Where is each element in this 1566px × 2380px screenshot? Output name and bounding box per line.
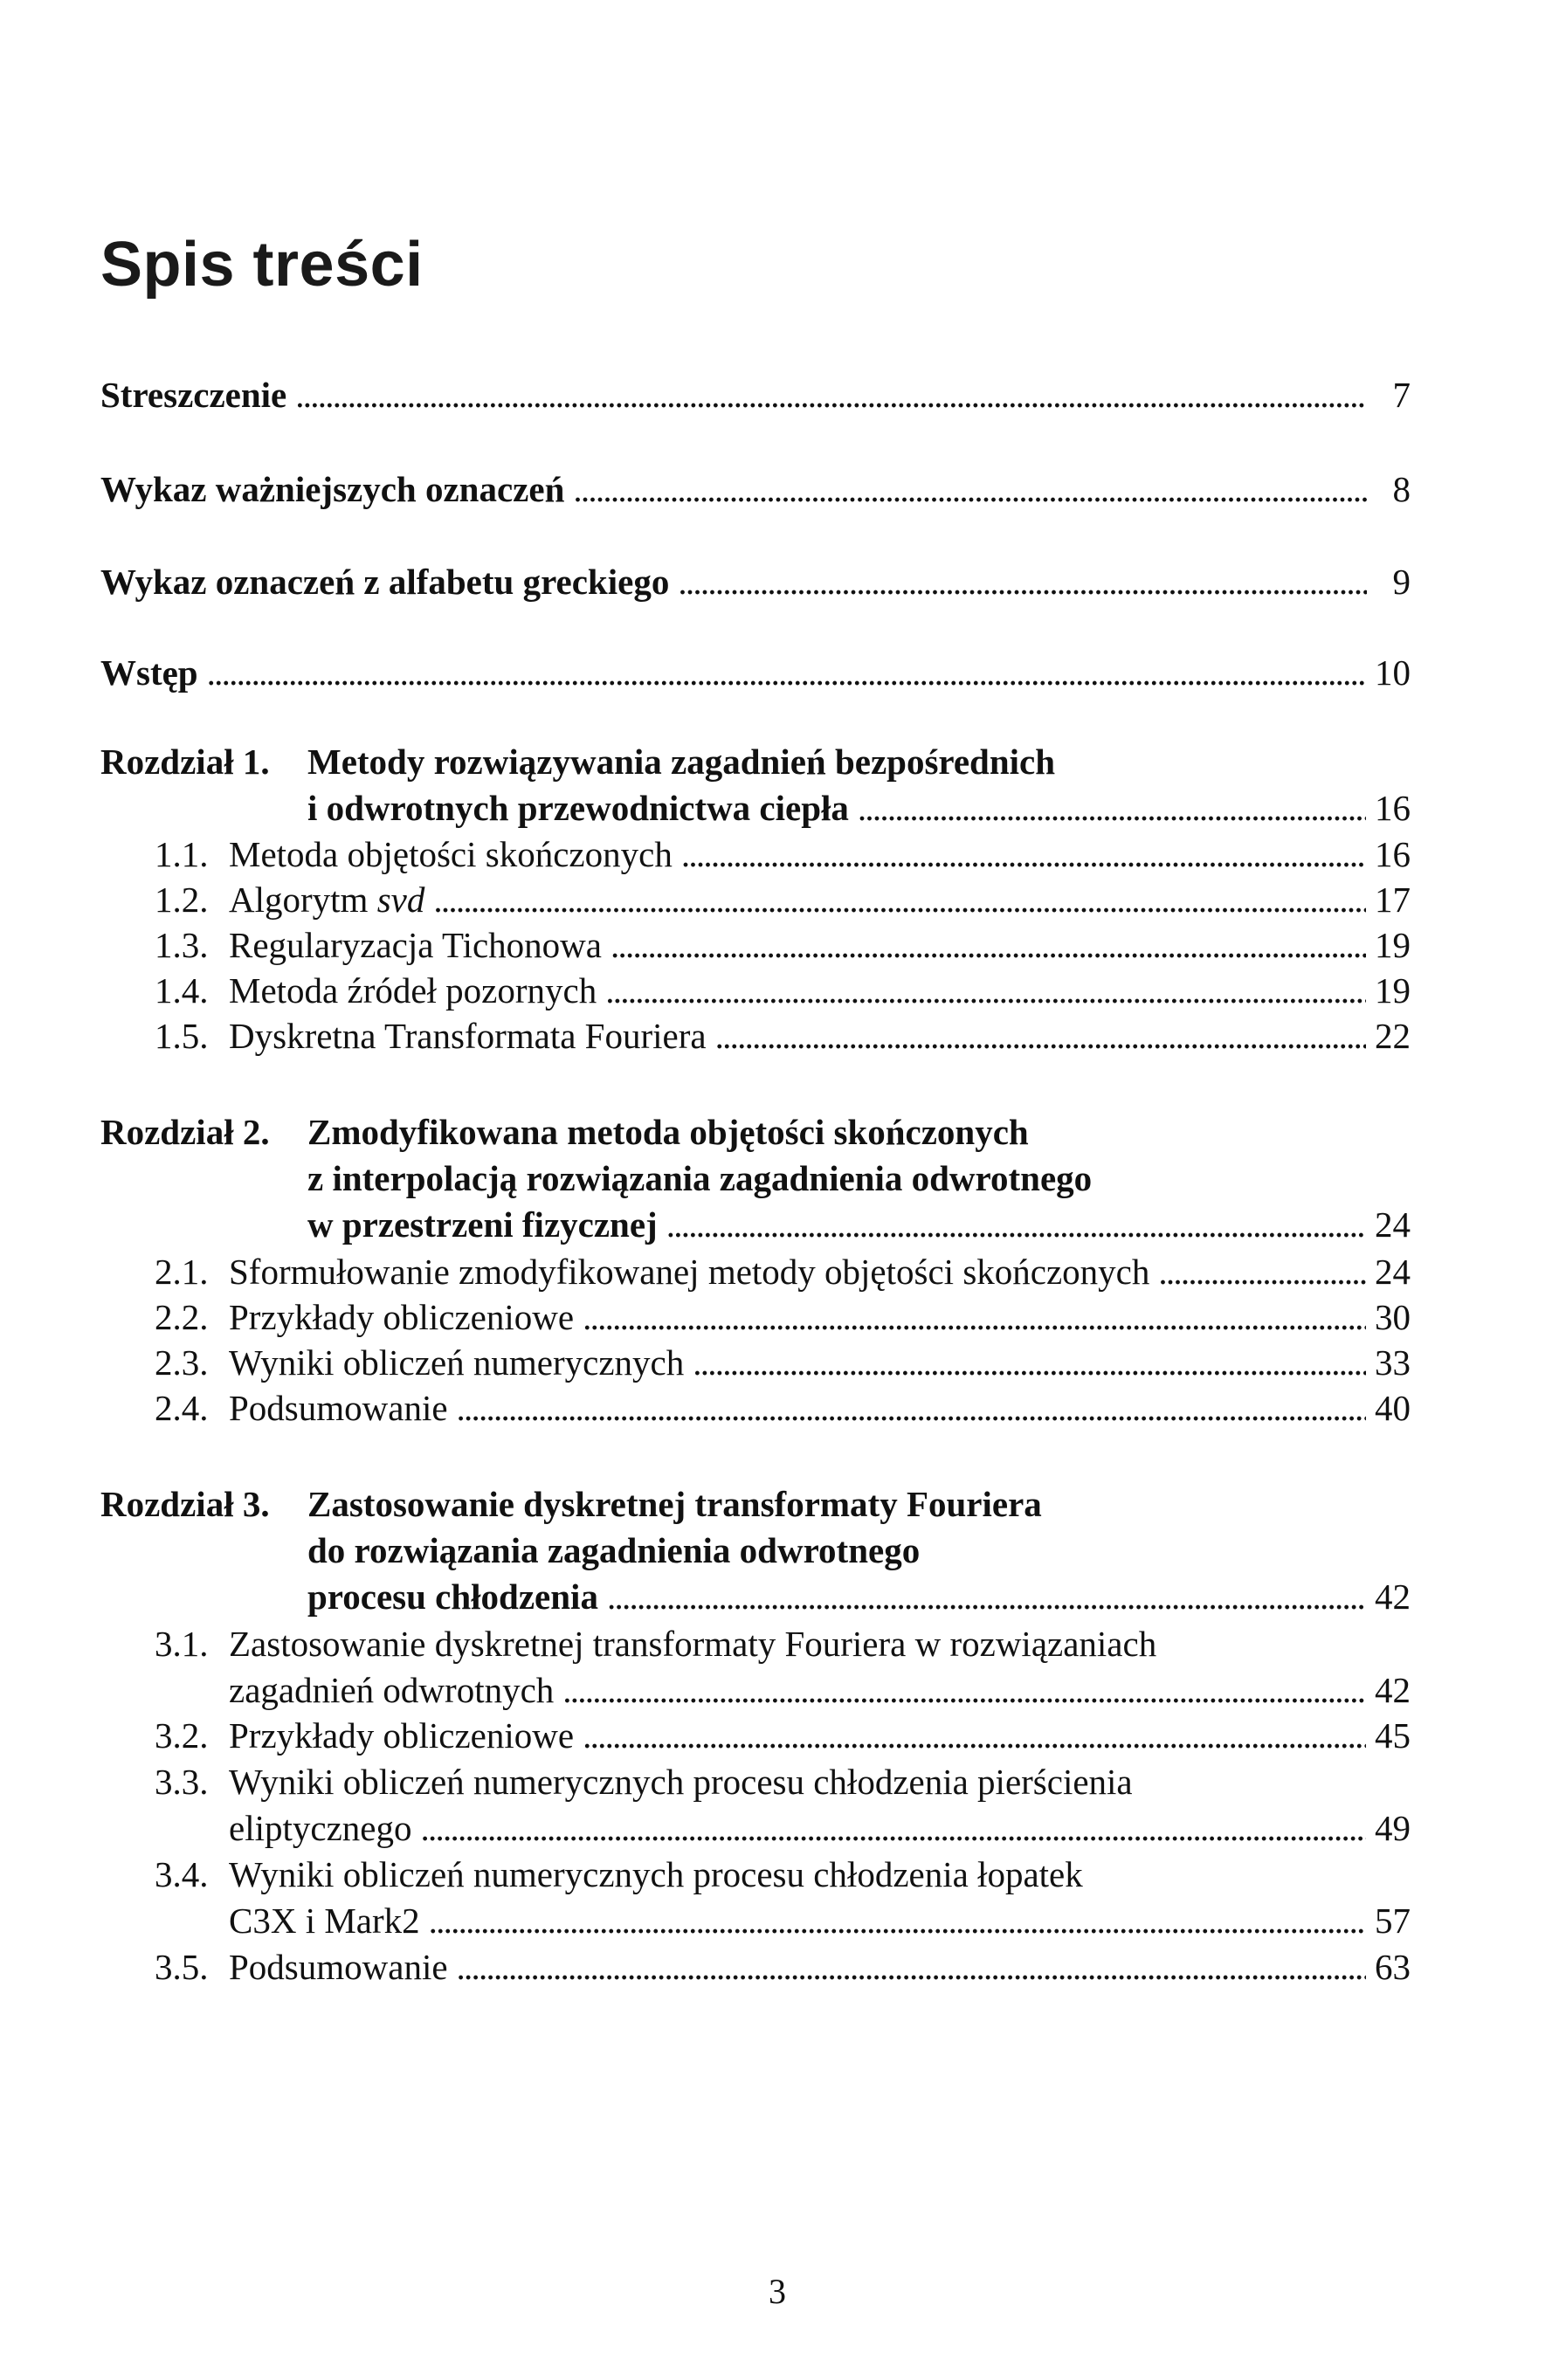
chapter-3-label: Rozdział 3. bbox=[100, 1484, 270, 1524]
leader-dots bbox=[605, 969, 1366, 1011]
section-page: 63 bbox=[1375, 1947, 1411, 1987]
section-page: 45 bbox=[1375, 1715, 1411, 1756]
chapter-3-title-line: Zastosowanie dyskretnej transformaty Fouriera bbox=[307, 1484, 1042, 1524]
page-number: 3 bbox=[769, 2272, 786, 2311]
section-page: 33 bbox=[1375, 1342, 1411, 1383]
leader-dots bbox=[1158, 1251, 1366, 1293]
section-number: 2.2. bbox=[155, 1297, 209, 1337]
chapter-1-title-line: Metody rozwiązywania zagadnień bezpośrednich bbox=[307, 742, 1056, 782]
section-page: 19 bbox=[1375, 970, 1411, 1011]
section-number: 2.1. bbox=[155, 1252, 209, 1292]
section-page: 49 bbox=[1375, 1808, 1411, 1848]
page-title: Spis treści bbox=[100, 230, 424, 300]
toc-entry-page: 10 bbox=[1375, 652, 1411, 693]
section-2-2 bbox=[229, 1296, 1411, 1338]
section-number: 1.2. bbox=[155, 880, 209, 920]
chapter-3-title-line: do rozwiązania zagadnienia odwrotnego bbox=[307, 1530, 921, 1570]
leader-dots bbox=[607, 1576, 1366, 1618]
toc-entry-page: 9 bbox=[1392, 562, 1411, 602]
section-title bbox=[229, 879, 424, 921]
section-1-1 bbox=[229, 833, 1411, 875]
section-title: C3X i Mark2 bbox=[229, 1901, 420, 1941]
leader-dots bbox=[666, 1204, 1366, 1245]
section-page: 30 bbox=[1375, 1297, 1411, 1337]
section-3-1 bbox=[229, 1669, 1411, 1711]
leader-dots bbox=[693, 1342, 1366, 1383]
section-title-text: Algorytm bbox=[229, 880, 377, 920]
section-title-line: Wyniki obliczeń numerycznych procesu chłodzenia łopatek bbox=[229, 1854, 1083, 1894]
section-title: Podsumowanie bbox=[229, 1388, 448, 1428]
leader-dots bbox=[420, 1807, 1366, 1849]
section-number: 1.4. bbox=[155, 970, 209, 1011]
leader-dots bbox=[562, 1669, 1366, 1711]
chapter-2-title-line: z interpolacją rozwiązania zagadnienia odwrotnego bbox=[307, 1158, 1093, 1198]
section-1-5 bbox=[229, 1015, 1411, 1057]
leader-dots bbox=[457, 1387, 1366, 1429]
toc-entry-wykaz-oznaczen bbox=[100, 468, 1411, 510]
section-number: 1.1. bbox=[155, 834, 209, 874]
section-1-4 bbox=[229, 969, 1411, 1011]
leader-dots bbox=[681, 833, 1366, 875]
section-page: 40 bbox=[1375, 1388, 1411, 1428]
chapter-2-label: Rozdział 2. bbox=[100, 1112, 270, 1152]
chapter-3-title-last bbox=[307, 1576, 1411, 1618]
chapter-2-title-last bbox=[307, 1204, 1411, 1245]
section-page: 24 bbox=[1375, 1252, 1411, 1292]
section-1-3 bbox=[229, 924, 1411, 966]
section-title-italic: svd bbox=[376, 880, 425, 920]
section-page: 19 bbox=[1375, 925, 1411, 965]
section-title: Metoda objętości skończonych bbox=[229, 834, 673, 874]
toc-entry-streszczenie bbox=[100, 374, 1411, 416]
toc-entry-label: Wykaz ważniejszych oznaczeń bbox=[100, 469, 565, 509]
chapter-title-line: w przestrzeni fizycznej bbox=[307, 1204, 658, 1245]
section-number: 3.4. bbox=[155, 1854, 209, 1894]
section-number: 1.5. bbox=[155, 1016, 209, 1056]
chapter-2-title-line: Zmodyfikowana metoda objętości skończonych bbox=[307, 1112, 1029, 1152]
leader-dots bbox=[715, 1015, 1366, 1057]
section-2-1 bbox=[229, 1251, 1411, 1293]
section-title: Wyniki obliczeń numerycznych bbox=[229, 1342, 685, 1383]
section-page: 22 bbox=[1375, 1016, 1411, 1056]
section-3-2 bbox=[229, 1714, 1411, 1756]
leader-dots bbox=[429, 1900, 1366, 1942]
section-title: eliptycznego bbox=[229, 1808, 412, 1848]
toc-entry-page: 8 bbox=[1392, 469, 1411, 509]
section-page: 42 bbox=[1375, 1670, 1411, 1710]
section-title: Podsumowanie bbox=[229, 1947, 448, 1987]
section-number: 2.3. bbox=[155, 1342, 209, 1383]
section-title: Metoda źródeł pozornych bbox=[229, 970, 597, 1011]
section-1-2 bbox=[229, 879, 1411, 921]
chapter-title-line: procesu chłodzenia bbox=[307, 1576, 598, 1617]
toc-entry-label: Wykaz oznaczeń z alfabetu greckiego bbox=[100, 562, 670, 602]
section-number: 3.2. bbox=[155, 1715, 209, 1756]
toc-entry-page: 7 bbox=[1392, 375, 1411, 415]
section-title: Przykłady obliczeniowe bbox=[229, 1297, 575, 1337]
section-title: Regularyzacja Tichonowa bbox=[229, 925, 602, 965]
toc-entry-label: Streszczenie bbox=[100, 375, 287, 415]
section-number: 2.4. bbox=[155, 1388, 209, 1428]
leader-dots bbox=[295, 374, 1367, 416]
leader-dots bbox=[573, 468, 1367, 510]
section-title: Dyskretna Transformata Fouriera bbox=[229, 1016, 707, 1056]
leader-dots bbox=[433, 879, 1366, 921]
chapter-1-title-last bbox=[307, 787, 1411, 829]
section-title: Sformułowanie zmodyfikowanej metody objętości skończonych bbox=[229, 1252, 1150, 1292]
section-title-line: Zastosowanie dyskretnej transformaty Fouriera w rozwiązaniach bbox=[229, 1624, 1157, 1664]
leader-dots bbox=[583, 1296, 1366, 1338]
section-title-line: Wyniki obliczeń numerycznych procesu chłodzenia pierścienia bbox=[229, 1762, 1133, 1802]
toc-entry-wstep bbox=[100, 652, 1411, 693]
toc-entry-label: Wstęp bbox=[100, 652, 198, 693]
section-2-4 bbox=[229, 1387, 1411, 1429]
leader-dots bbox=[457, 1946, 1366, 1988]
section-title: zagadnień odwrotnych bbox=[229, 1670, 555, 1710]
toc-entry-wykaz-greckiego bbox=[100, 561, 1411, 603]
leader-dots bbox=[611, 924, 1366, 966]
section-number: 3.5. bbox=[155, 1947, 209, 1987]
section-number: 1.3. bbox=[155, 925, 209, 965]
chapter-title-line: i odwrotnych przewodnictwa ciepła bbox=[307, 788, 849, 828]
section-3-4 bbox=[229, 1900, 1411, 1942]
section-title: Przykłady obliczeniowe bbox=[229, 1715, 575, 1756]
chapter-page: 42 bbox=[1375, 1576, 1411, 1617]
section-page: 16 bbox=[1375, 834, 1411, 874]
section-3-5 bbox=[229, 1946, 1411, 1988]
section-page: 57 bbox=[1375, 1901, 1411, 1941]
chapter-1-label: Rozdział 1. bbox=[100, 742, 270, 782]
section-2-3 bbox=[229, 1342, 1411, 1383]
chapter-page: 24 bbox=[1375, 1204, 1411, 1245]
leader-dots bbox=[583, 1714, 1366, 1756]
section-number: 3.3. bbox=[155, 1762, 209, 1802]
leader-dots bbox=[858, 787, 1366, 829]
chapter-page: 16 bbox=[1375, 788, 1411, 828]
section-3-3 bbox=[229, 1807, 1411, 1849]
leader-dots bbox=[207, 652, 1366, 693]
leader-dots bbox=[678, 561, 1367, 603]
section-page: 17 bbox=[1375, 880, 1411, 920]
section-number: 3.1. bbox=[155, 1624, 209, 1664]
